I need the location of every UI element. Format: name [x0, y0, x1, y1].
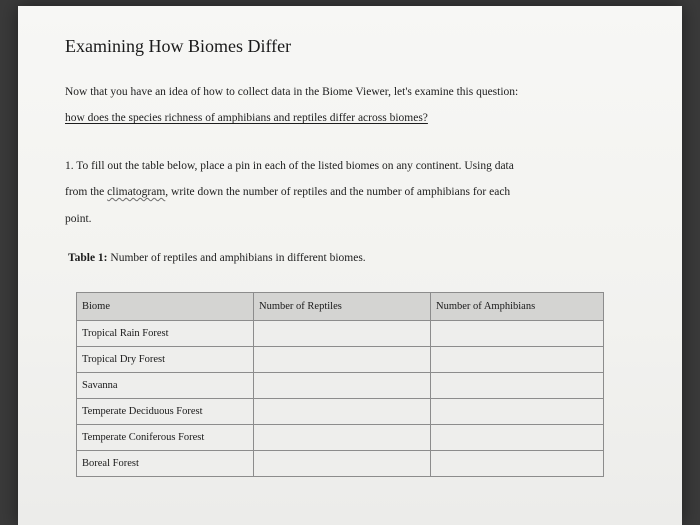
step-1-line-1: 1. To fill out the table below, place a pin in each of the listed biomes on any continent. Using data — [65, 160, 514, 172]
reptiles-cell[interactable] — [254, 347, 431, 373]
amphibians-cell[interactable] — [431, 425, 604, 451]
caption-label: Table 1: — [68, 252, 108, 264]
intro-text: Now that you have an idea of how to collect data in the Biome Viewer, let's examine this question: — [65, 86, 519, 98]
step-1-text-after: , write down the number of reptiles and the number of amphibians for each — [165, 186, 511, 198]
amphibians-cell[interactable] — [431, 373, 604, 399]
reptiles-cell[interactable] — [254, 321, 431, 347]
header-biome: Biome — [77, 293, 254, 321]
table-row — [77, 399, 604, 425]
reptiles-cell[interactable] — [254, 451, 431, 477]
table-row — [77, 425, 604, 451]
step-1-line-3: point. — [65, 213, 92, 225]
biome-cell: Temperate Deciduous Forest — [77, 399, 254, 425]
document-page — [18, 6, 682, 525]
reptiles-cell[interactable] — [254, 399, 431, 425]
table-row — [77, 373, 604, 399]
amphibians-cell[interactable] — [431, 399, 604, 425]
amphibians-cell[interactable] — [431, 321, 604, 347]
amphibians-cell[interactable] — [431, 451, 604, 477]
table-row — [77, 321, 604, 347]
reptiles-cell[interactable] — [254, 373, 431, 399]
biome-cell: Temperate Coniferous Forest — [77, 425, 254, 451]
research-question: how does the species richness of amphibians and reptiles differ across biomes? — [65, 112, 428, 124]
biome-cell: Tropical Dry Forest — [77, 347, 254, 373]
page-title: Examining How Biomes Differ — [65, 36, 292, 56]
header-amphibians: Number of Amphibians — [431, 293, 604, 321]
biome-cell: Savanna — [77, 373, 254, 399]
climatogram-term: climatogram — [107, 186, 166, 198]
table-row — [77, 347, 604, 373]
biome-cell: Boreal Forest — [77, 451, 254, 477]
header-reptiles: Number of Reptiles — [254, 293, 431, 321]
step-1-text-before: from the — [65, 186, 108, 198]
table-row — [77, 451, 604, 477]
table-caption — [68, 252, 366, 264]
biome-cell: Tropical Rain Forest — [77, 321, 254, 347]
table-header-row — [77, 293, 604, 321]
step-1-line-2 — [65, 186, 510, 198]
caption-text: Number of reptiles and amphibians in different biomes. — [107, 252, 366, 264]
amphibians-cell[interactable] — [431, 347, 604, 373]
reptiles-cell[interactable] — [254, 425, 431, 451]
biome-table — [76, 292, 604, 477]
